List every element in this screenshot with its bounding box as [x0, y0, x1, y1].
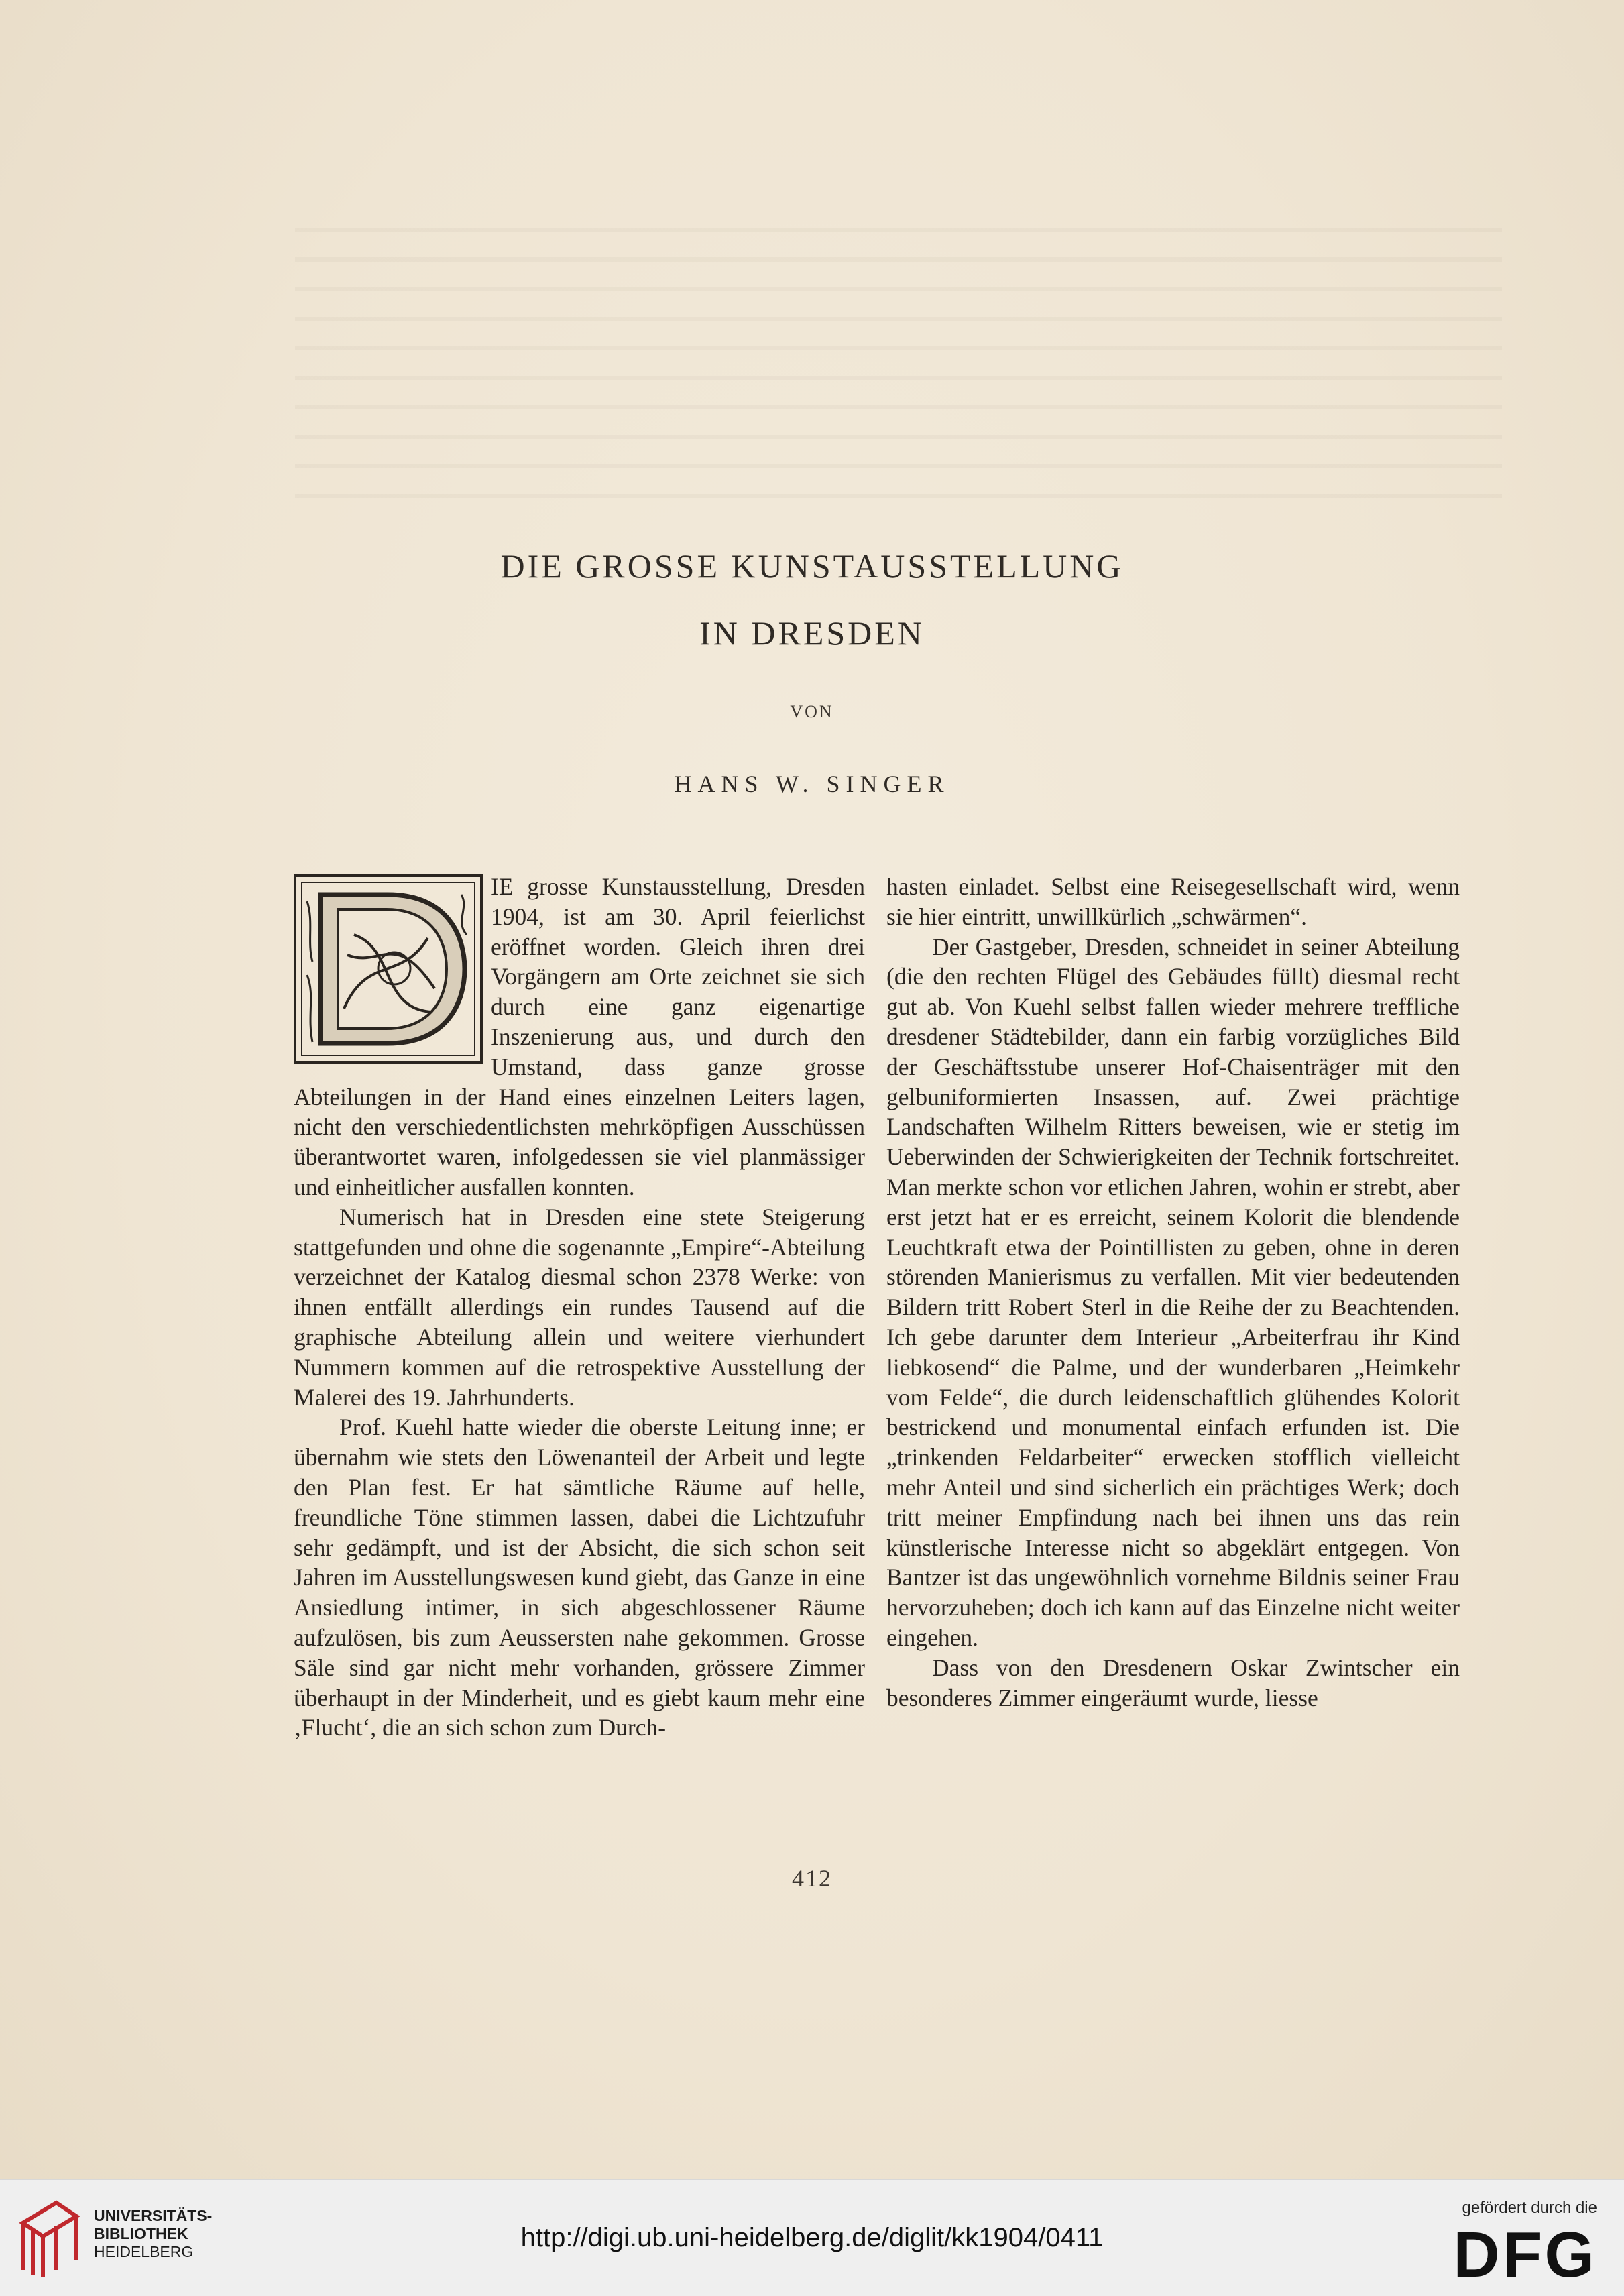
library-line: HEIDELBERG	[94, 2243, 194, 2260]
byline-von: VON	[790, 702, 834, 722]
author-name: HANS W. SINGER	[674, 770, 950, 797]
drop-cap-ornament-d	[294, 874, 483, 1064]
funding-note: gefördert durch die	[1462, 2199, 1597, 2217]
paragraph: Prof. Kuehl hatte wieder die oberste Leitung inne; er übernahm wie stets den Löwenanteil der Arbeit und legte den Plan fest. Er hat sämtliche Räume auf helle, freundliche Töne stimmen lassen, dabei die Lichtzufuhr sehr gedämpft, und ist der Absicht, die sich schon seit Jahren im Ausstellungswesen kund giebt, das Ganze in eine Ansiedlung intimer, in sich abgeschlossener Räume aufzulösen, bis zum Aeussersten nahe gekommen. Grosse Säle sind gar nicht mehr vorhanden, grössere Zimmer überhaupt in der Minderheit, und es giebt kaum mehr eine ‚Flucht‘, die an sich schon zum Durch-	[294, 1414, 865, 1741]
dfg-logo: DFG	[1453, 2219, 1597, 2291]
paragraph: IE grosse Kunstausstellung, Dresden 1904, ist am 30. April feierlichst eröffnet worden. Gleich ihren drei Vorgängern am Orte zeichnet sie sich durch eine ganz eigenartige Inszenierung aus, und durch den Umstand, dass ganze grosse Abteilungen in der Hand eines einzelnen Leiters lagen, nicht den verschiedentlichsten mehrköpfigen Ausschüssen überantwortet waren, infolgedessen sie viel planmässiger und einheitlicher ausfallen konnten.	[294, 873, 865, 1200]
library-line: BIBLIOTHEK	[94, 2225, 188, 2242]
library-line: UNIVERSITÄTS-	[94, 2207, 213, 2224]
page-number: 412	[792, 1865, 832, 1892]
right-column	[886, 872, 1460, 1713]
permalink-url[interactable]: http://digi.ub.uni-heidelberg.de/diglit/kk1904/0411	[520, 2223, 1104, 2252]
paragraph: Dass von den Dresdenern Oskar Zwintscher ein besonderes Zimmer eingeräumt wurde, liesse	[886, 1654, 1460, 1711]
digitization-footer	[0, 2179, 1624, 2296]
bleed-through-shadow	[295, 228, 1502, 510]
left-column	[294, 872, 865, 1743]
article-title-line-2: IN DRESDEN	[699, 614, 925, 652]
article-title-line-1: DIE GROSSE KUNSTAUSSTELLUNG	[500, 547, 1124, 585]
paragraph: Der Gastgeber, Dresden, schneidet in seiner Abteilung (die den rechten Flügel des Gebäudes füllt) diesmal recht gut ab. Von Kuehl selbst fallen wieder mehrere treffliche dresdener Städtebilder, dann ein farbig vorzügliches Bild der Geschäftsstube unserer Hof-Chaisenträger mit den gelbuniformierten Insassen, auf. Zwei prächtige Landschaften Wilhelm Ritters beweisen, wie er stetig im Ueberwinden der Schwierigkeiten der Technik fortschreitet. Man merkte schon vor etlichen Jahren, wohin er strebt, aber erst jetzt hat er es erreicht, seinem Kolorit die blendende Leuchtkraft etwa der Pointillisten zu geben, ohne in deren störenden Manierismus zu verfallen. Mit vier bedeutenden Bildern tritt Robert Sterl in die Reihe der zu Beachtenden. Ich gebe darunter dem Interieur „Arbeiterfrau ihr Kind liebkosend“ die Palme, und der wunderbaren „Heimkehr vom Felde“, die durch leidenschaftlich glühendes Kolorit bestrickend und monumental einfach erfunden ist. Die „trinkenden Feldarbeiter“ erwecken stofflich vielleicht mehr Anteil und sind sicherlich ein prächtiges Werk; doch tritt meiner Empfindung nach bei ihnen uns das rein künstlerische Interesse nicht so abgeklärt entgegen. Von Bantzer ist das ungewöhnlich vornehme Bildnis seiner Frau hervorzuheben; doch ich kann auf das Einzelne nicht weiter eingehen.	[886, 933, 1460, 1651]
paragraph: hasten einladet. Selbst eine Reisegesellschaft wird, wenn sie hier eintritt, unwillkürlich „schwärmen“.	[886, 873, 1460, 930]
paragraph: Numerisch hat in Dresden eine stete Steigerung stattgefunden und ohne die sogenannte „Empire“-Abteilung verzeichnet der Katalog diesmal schon 2378 Werke: von ihnen entfällt allerdings ein rundes Tausend auf die graphische Abteilung allein und weitere vierhundert Nummern kommen auf die retrospektive Ausstellung der Malerei des 19. Jahrhunderts.	[294, 1203, 865, 1411]
